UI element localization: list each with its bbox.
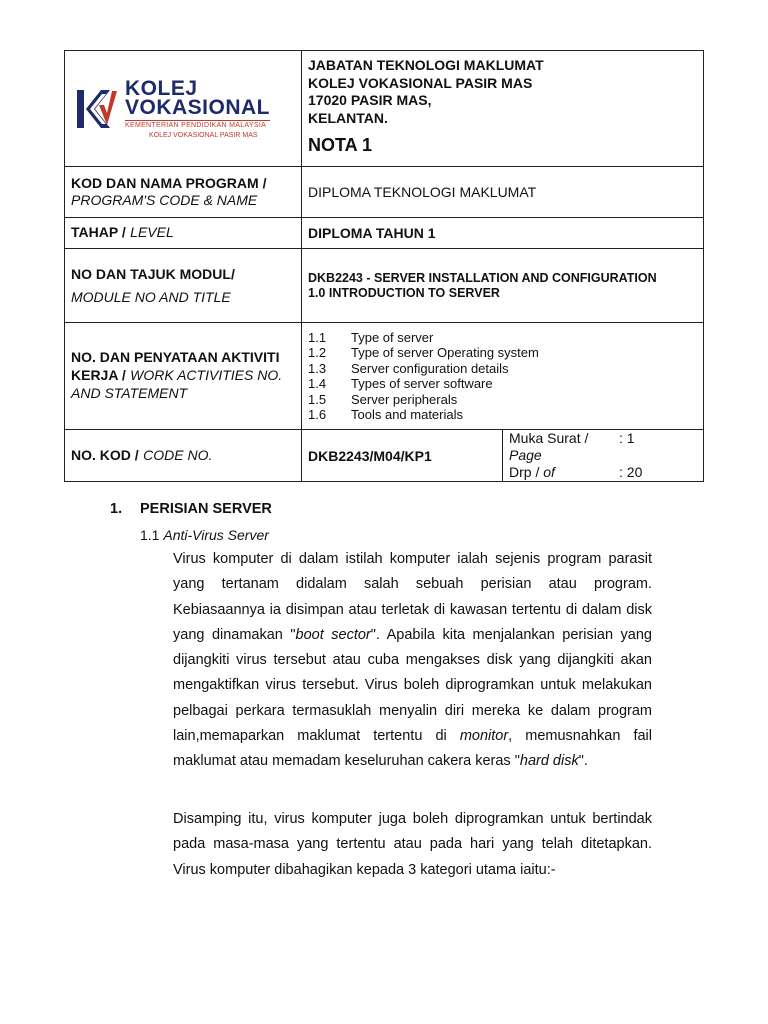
code-label: NO. KOD / (71, 446, 139, 463)
page-label: Muka Surat / (509, 430, 589, 446)
logo-cell (65, 51, 302, 167)
nota-title: NOTA 1 (308, 135, 373, 155)
module-label-en: MODULE NO AND TITLE (71, 288, 231, 305)
level-label-cell (65, 218, 302, 249)
address-line-3: 17020 PASIR MAS, (308, 92, 432, 108)
of-value: : 20 (619, 464, 643, 480)
activities-label-cell (65, 323, 302, 430)
code-label-cell (65, 430, 302, 482)
activities-label-en: WORK ACTIVITIES NO. AND STATEMENT (71, 367, 283, 401)
code-label-en: CODE NO. (143, 446, 213, 463)
address-cell (302, 51, 704, 167)
level-label-en: LEVEL (130, 224, 174, 240)
logo-word-vokasional: VOKASIONAL (125, 95, 271, 119)
activities-label: NO. DAN PENYATAAN AKTIVITI KERJA / (71, 349, 280, 383)
program-label-cell (65, 167, 302, 218)
page-info-cell (503, 430, 704, 482)
page-label-en: Page (509, 447, 542, 463)
code-value: DKB2243/M04/KP1 (302, 430, 503, 482)
subsection-heading (140, 527, 269, 543)
address-line-4: KELANTAN. (308, 109, 388, 126)
section-heading (110, 501, 272, 517)
program-value: DIPLOMA TEKNOLOGI MAKLUMAT (302, 167, 704, 218)
activity-item: 1.2 Type of server Operating system (308, 345, 539, 360)
module-label-cell (65, 249, 302, 323)
section-title: PERISIAN SERVER (140, 501, 272, 517)
kv-emblem-icon (75, 87, 119, 131)
logo-subtitle-college: KOLEJ VOKASIONAL PASIR MAS (149, 131, 258, 139)
module-value-cell (302, 249, 704, 323)
address-line-2: KOLEJ VOKASIONAL PASIR MAS (308, 74, 533, 91)
activity-item: 1.3 Server configuration details (308, 360, 509, 376)
level-label: TAHAP / (71, 224, 126, 240)
subsection-number: 1.1 (140, 527, 160, 543)
logo-subtitle-ministry: KEMENTERIAN PENDIDIKAN MALAYSIA (125, 120, 270, 129)
module-code-title: DKB2243 - SERVER INSTALLATION AND CONFIGURATION (308, 270, 657, 285)
section-number: 1. (110, 501, 123, 517)
subsection-title: Anti-Virus Server (163, 527, 269, 543)
address-line-1: JABATAN TEKNOLOGI MAKLUMAT (308, 57, 544, 73)
activity-item: 1.1 Type of server (308, 329, 434, 345)
program-label-en: PROGRAM'S CODE & NAME (71, 192, 258, 208)
activity-item: 1.5 Server peripherals (308, 391, 458, 407)
module-topic: 1.0 INTRODUCTION TO SERVER (308, 285, 500, 300)
module-label: NO DAN TAJUK MODUL/ (71, 265, 235, 282)
logo-word-kolej: KOLEJ (125, 76, 198, 100)
paragraph-2: Disamping itu, virus komputer juga boleh diprogramkan untuk bertindak pada masa-masa yang tertentu atau pada hari yang telah ditetapkan. Virus komputer dibahagikan kepada 3 kategori utama iaitu:- (173, 811, 652, 878)
of-label-en: of (543, 464, 555, 480)
activity-item: 1.4 Types of server software (308, 376, 493, 391)
paragraph-1: Virus komputer di dalam istilah komputer ialah sejenis program parasit yang tertanam didalam salah sebuah perisian atau program. Kebiasaannya ia disimpan atau terletak di kawasan tertentu di dalam disk yang dinamakan "boot sector". Apabila kita menjalankan perisian yang dijangkiti virus tersebut atau cuba mengakses disk yang dijangkiti akan mengaktifkan virus tersebut. Virus boleh diprogramkan untuk melakukan pelbagai perkara termasuklah menyalin diri mereka ke dalam program lain,memaparkan maklumat tertentu di monitor, memusnahkan fail maklumat atau memadam keseluruhan cakera keras "hard disk". (173, 551, 652, 770)
of-label: Drp / (509, 464, 540, 480)
program-label: KOD DAN NAMA PROGRAM / (71, 175, 267, 191)
kolej-vokasional-logo (75, 76, 291, 139)
page-value: : 1 (619, 430, 635, 446)
level-value: DIPLOMA TAHUN 1 (302, 218, 704, 249)
activities-list (302, 323, 704, 430)
header-table (64, 50, 704, 482)
activity-item: 1.6 Tools and materials (308, 407, 463, 422)
